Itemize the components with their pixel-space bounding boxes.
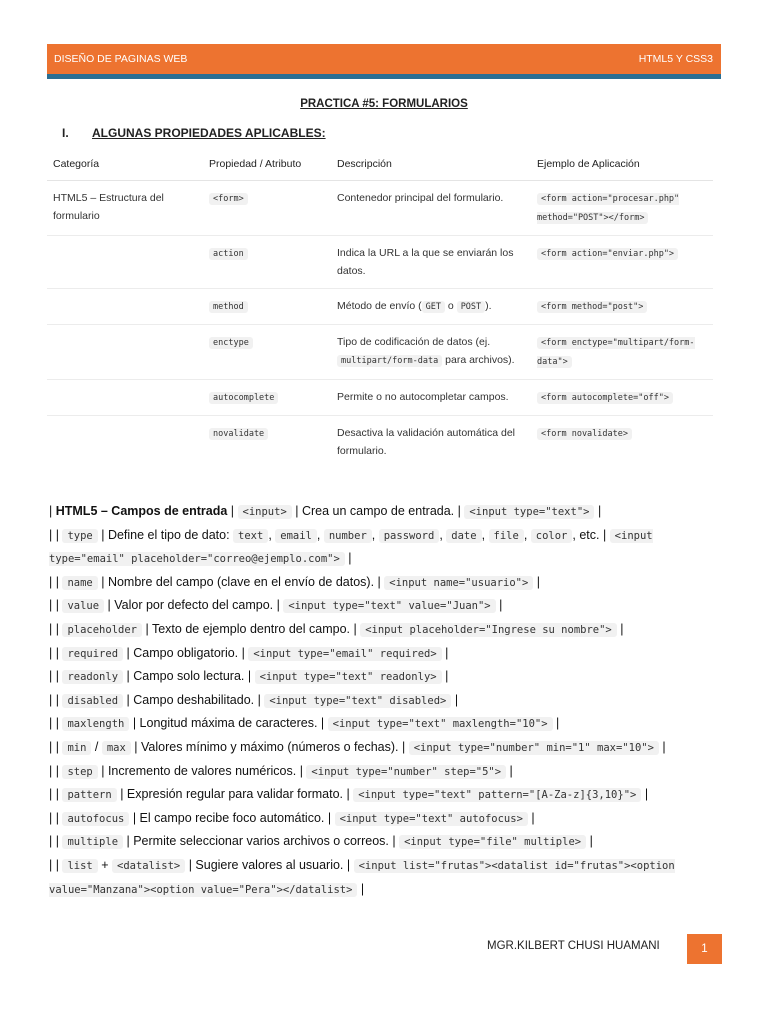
cell-property bbox=[203, 236, 331, 289]
input-attributes-list bbox=[49, 500, 709, 901]
property-code: action bbox=[209, 248, 248, 260]
property-code: method bbox=[209, 301, 248, 313]
example-code: <form autocomplete="off"> bbox=[537, 392, 673, 404]
list-item bbox=[49, 712, 709, 736]
cell-category bbox=[47, 380, 203, 416]
cell-description bbox=[331, 289, 531, 325]
list-item bbox=[49, 524, 709, 571]
pipe-text: | | bbox=[49, 716, 63, 731]
description-text: | Valor por defecto del campo. | bbox=[104, 598, 284, 613]
separator-text: , bbox=[371, 527, 379, 542]
description-text: | Campo solo lectura. | bbox=[123, 669, 255, 684]
type-code: email bbox=[275, 529, 317, 543]
description-text: | Define el tipo de dato: bbox=[97, 527, 234, 542]
description-text: | Campo obligatorio. | bbox=[123, 645, 249, 660]
separator-text: , bbox=[439, 527, 447, 542]
inline-code: multipart/form-data bbox=[337, 355, 442, 367]
description-text: | Campo deshabilitado. | bbox=[123, 692, 265, 707]
attribute-code: max bbox=[102, 741, 131, 755]
document-title: PRACTICA #5: FORMULARIOS bbox=[300, 98, 468, 110]
property-code: enctype bbox=[209, 337, 253, 349]
list-item bbox=[49, 500, 709, 524]
list-item bbox=[49, 783, 709, 807]
cell-example bbox=[531, 380, 713, 416]
list-item bbox=[49, 830, 709, 854]
description-text: | Incremento de valores numéricos. | bbox=[97, 763, 307, 778]
attribute-code: placeholder bbox=[62, 623, 142, 637]
pipe-text: | bbox=[344, 551, 352, 566]
header-course: DISEÑO DE PAGINAS WEB bbox=[54, 53, 188, 65]
description-text: ). bbox=[485, 300, 492, 312]
pipe-text: | bbox=[641, 787, 649, 802]
example-code: <input type="text" autofocus> bbox=[335, 812, 528, 826]
pipe-text: | | bbox=[49, 621, 63, 636]
pipe-text: | | bbox=[49, 645, 63, 660]
table-row bbox=[47, 416, 713, 469]
type-code: password bbox=[379, 529, 440, 543]
section-heading bbox=[62, 126, 326, 140]
description-text: Tipo de codificación de datos (ej. bbox=[337, 336, 491, 348]
cell-description bbox=[331, 325, 531, 380]
pipe-text: | | bbox=[49, 574, 63, 589]
cell-example bbox=[531, 181, 713, 236]
type-code: date bbox=[446, 529, 481, 543]
pipe-text: | bbox=[227, 504, 238, 518]
table-row bbox=[47, 181, 713, 236]
pipe-text: | | bbox=[49, 692, 63, 707]
attribute-code: type bbox=[62, 529, 97, 543]
section-title: ALGUNAS PROPIEDADES APLICABLES: bbox=[92, 126, 326, 140]
separator-text: , bbox=[316, 527, 324, 542]
cell-description: Contenedor principal del formulario. bbox=[331, 181, 531, 236]
attribute-code: <input> bbox=[238, 505, 292, 519]
list-item bbox=[49, 736, 709, 760]
type-code: text bbox=[233, 529, 268, 543]
list-item bbox=[49, 807, 709, 831]
attribute-code: <datalist> bbox=[112, 859, 185, 873]
example-code: <form method="post"> bbox=[537, 301, 647, 313]
cell-description: Desactiva la validación automática del formulario. bbox=[337, 427, 516, 457]
attribute-code: required bbox=[62, 647, 123, 661]
cell-description: Indica la URL a la que se enviarán los datos. bbox=[331, 236, 531, 289]
table-row bbox=[47, 289, 713, 325]
column-header: Descripción bbox=[331, 150, 531, 181]
example-code: <input type="number" step="5"> bbox=[306, 765, 506, 779]
description-text: | Sugiere valores al usuario. | bbox=[185, 857, 354, 872]
example-code: <input placeholder="Ingrese su nombre"> bbox=[360, 623, 617, 637]
header-topic: HTML5 Y CSS3 bbox=[638, 53, 713, 65]
separator-text: + bbox=[97, 857, 112, 872]
pipe-text: | bbox=[49, 504, 56, 518]
cell-example bbox=[531, 289, 713, 325]
pipe-text: | bbox=[357, 881, 365, 896]
cell-property bbox=[203, 416, 331, 469]
attribute-code: readonly bbox=[62, 670, 123, 684]
cell-category bbox=[47, 289, 203, 325]
list-item bbox=[49, 665, 709, 689]
description-text: | Texto de ejemplo dentro del campo. | bbox=[142, 621, 361, 636]
pipe-text: | | bbox=[49, 669, 63, 684]
example-code: <input type="file" multiple> bbox=[399, 835, 586, 849]
pipe-text: | | bbox=[49, 739, 63, 754]
cell-property bbox=[203, 181, 331, 236]
description-text: | Nombre del campo (clave en el envío de datos). | bbox=[97, 574, 385, 589]
table-row bbox=[47, 325, 713, 380]
description-text: o bbox=[445, 300, 457, 312]
cell-category bbox=[47, 236, 203, 289]
attribute-code: name bbox=[62, 576, 97, 590]
cell-example bbox=[531, 416, 713, 469]
example-code: <input type="text" maxlength="10"> bbox=[328, 717, 553, 731]
example-code: <form enctype="multipart/form-data"> bbox=[537, 338, 695, 367]
pipe-text: | bbox=[441, 645, 449, 660]
cell-category bbox=[47, 325, 203, 380]
example-code: <input type="text" pattern="[A-Za-z]{3,10}"> bbox=[353, 788, 641, 802]
cell-description: Permite o no autocompletar campos. bbox=[331, 380, 531, 416]
example-code: <input list="frutas"><datalist id="frutas"><option value="Manzana"><option value="Pera"></datalist> bbox=[49, 859, 675, 896]
property-code: autocomplete bbox=[209, 392, 278, 404]
list-item bbox=[49, 618, 709, 642]
description-text: | Valores mínimo y máximo (números o fechas). | bbox=[130, 739, 409, 754]
example-code: <form action="enviar.php"> bbox=[537, 248, 678, 260]
separator-text: , etc. | bbox=[572, 527, 610, 542]
pipe-text: | bbox=[658, 739, 666, 754]
pipe-text: | | bbox=[49, 598, 63, 613]
pipe-text: | | bbox=[49, 527, 63, 542]
pipe-text: | bbox=[451, 692, 459, 707]
attribute-code: maxlength bbox=[62, 717, 129, 731]
pipe-text: | | bbox=[49, 810, 63, 825]
pipe-text: | bbox=[533, 574, 541, 589]
pipe-text: | | bbox=[49, 834, 63, 849]
example-code: <input name="usuario"> bbox=[384, 576, 533, 590]
pipe-text: | bbox=[594, 504, 602, 518]
inline-code: GET bbox=[422, 301, 445, 313]
separator-text: , bbox=[268, 527, 276, 542]
type-code: file bbox=[489, 529, 524, 543]
cell-category: HTML5 – Estructura del formulario bbox=[47, 181, 203, 236]
example-code: <input type="email" placeholder="correo@ejemplo.com"> bbox=[49, 529, 653, 566]
example-code: <form novalidate> bbox=[537, 428, 632, 440]
table-header-row bbox=[47, 150, 713, 181]
list-item bbox=[49, 760, 709, 784]
table-row bbox=[47, 236, 713, 289]
description-text: para archivos). bbox=[442, 354, 515, 366]
pipe-text: | bbox=[527, 810, 535, 825]
pipe-text: | bbox=[441, 669, 449, 684]
attribute-code: list bbox=[62, 859, 97, 873]
property-code: <form> bbox=[209, 193, 248, 205]
attribute-code: autofocus bbox=[62, 812, 129, 826]
category-label: HTML5 – Campos de entrada bbox=[55, 504, 228, 518]
example-code: <input type="email" required> bbox=[248, 647, 441, 661]
cell-example bbox=[531, 325, 713, 380]
footer-author: MGR.KILBERT CHUSI HUAMANI bbox=[487, 940, 660, 952]
column-header: Categoría bbox=[47, 150, 203, 181]
pipe-text: | | bbox=[49, 763, 63, 778]
property-code: novalidate bbox=[209, 428, 268, 440]
cell-example bbox=[531, 236, 713, 289]
page-number: 1 bbox=[687, 934, 722, 964]
example-code: <input type="text" readonly> bbox=[255, 670, 442, 684]
list-item bbox=[49, 689, 709, 713]
pipe-text: | bbox=[586, 834, 593, 849]
attribute-code: step bbox=[62, 765, 97, 779]
example-code: <input type="text"> bbox=[464, 505, 594, 519]
column-header: Propiedad / Atributo bbox=[203, 150, 331, 181]
pipe-text: | | bbox=[49, 857, 63, 872]
inline-code: POST bbox=[457, 301, 485, 313]
pipe-text: | bbox=[506, 763, 513, 778]
description-text: | El campo recibe foco automático. | bbox=[129, 810, 335, 825]
attribute-code: value bbox=[62, 599, 104, 613]
attribute-code: pattern bbox=[62, 788, 116, 802]
list-item bbox=[49, 642, 709, 666]
description-text: | Crea un campo de entrada. | bbox=[291, 504, 465, 518]
separator-text: , bbox=[523, 527, 531, 542]
header-accent-bar bbox=[47, 74, 721, 79]
example-code: <input type="text" disabled> bbox=[264, 694, 451, 708]
separator-text: , bbox=[481, 527, 489, 542]
example-code: <input type="text" value="Juan"> bbox=[283, 599, 495, 613]
page-header bbox=[47, 44, 721, 74]
cell-property bbox=[203, 325, 331, 380]
description-text: | Permite seleccionar varios archivos o correos. | bbox=[123, 834, 400, 849]
separator-text: / bbox=[91, 739, 102, 754]
pipe-text: | bbox=[552, 716, 560, 731]
cell-property bbox=[203, 380, 331, 416]
attribute-code: disabled bbox=[62, 694, 123, 708]
pipe-text: | bbox=[495, 598, 503, 613]
cell-property bbox=[203, 289, 331, 325]
description-text: | Longitud máxima de caracteres. | bbox=[129, 716, 328, 731]
example-code: <form action="procesar.php" method="POST"></form> bbox=[537, 194, 680, 223]
list-item bbox=[49, 571, 709, 595]
properties-table bbox=[47, 150, 713, 468]
list-item bbox=[49, 854, 709, 901]
attribute-code: min bbox=[62, 741, 91, 755]
list-item bbox=[49, 594, 709, 618]
pipe-text: | | bbox=[49, 787, 63, 802]
cell-category bbox=[47, 416, 203, 469]
section-number: I. bbox=[62, 126, 69, 140]
type-code: number bbox=[324, 529, 372, 543]
description-text: | Expresión regular para validar formato. | bbox=[116, 787, 354, 802]
description-text: Método de envío ( bbox=[337, 300, 422, 312]
table-row bbox=[47, 380, 713, 416]
attribute-code: multiple bbox=[62, 835, 123, 849]
example-code: <input type="number" min="1" max="10"> bbox=[409, 741, 659, 755]
pipe-text: | bbox=[616, 621, 624, 636]
type-code: color bbox=[531, 529, 573, 543]
column-header: Ejemplo de Aplicación bbox=[531, 150, 713, 181]
